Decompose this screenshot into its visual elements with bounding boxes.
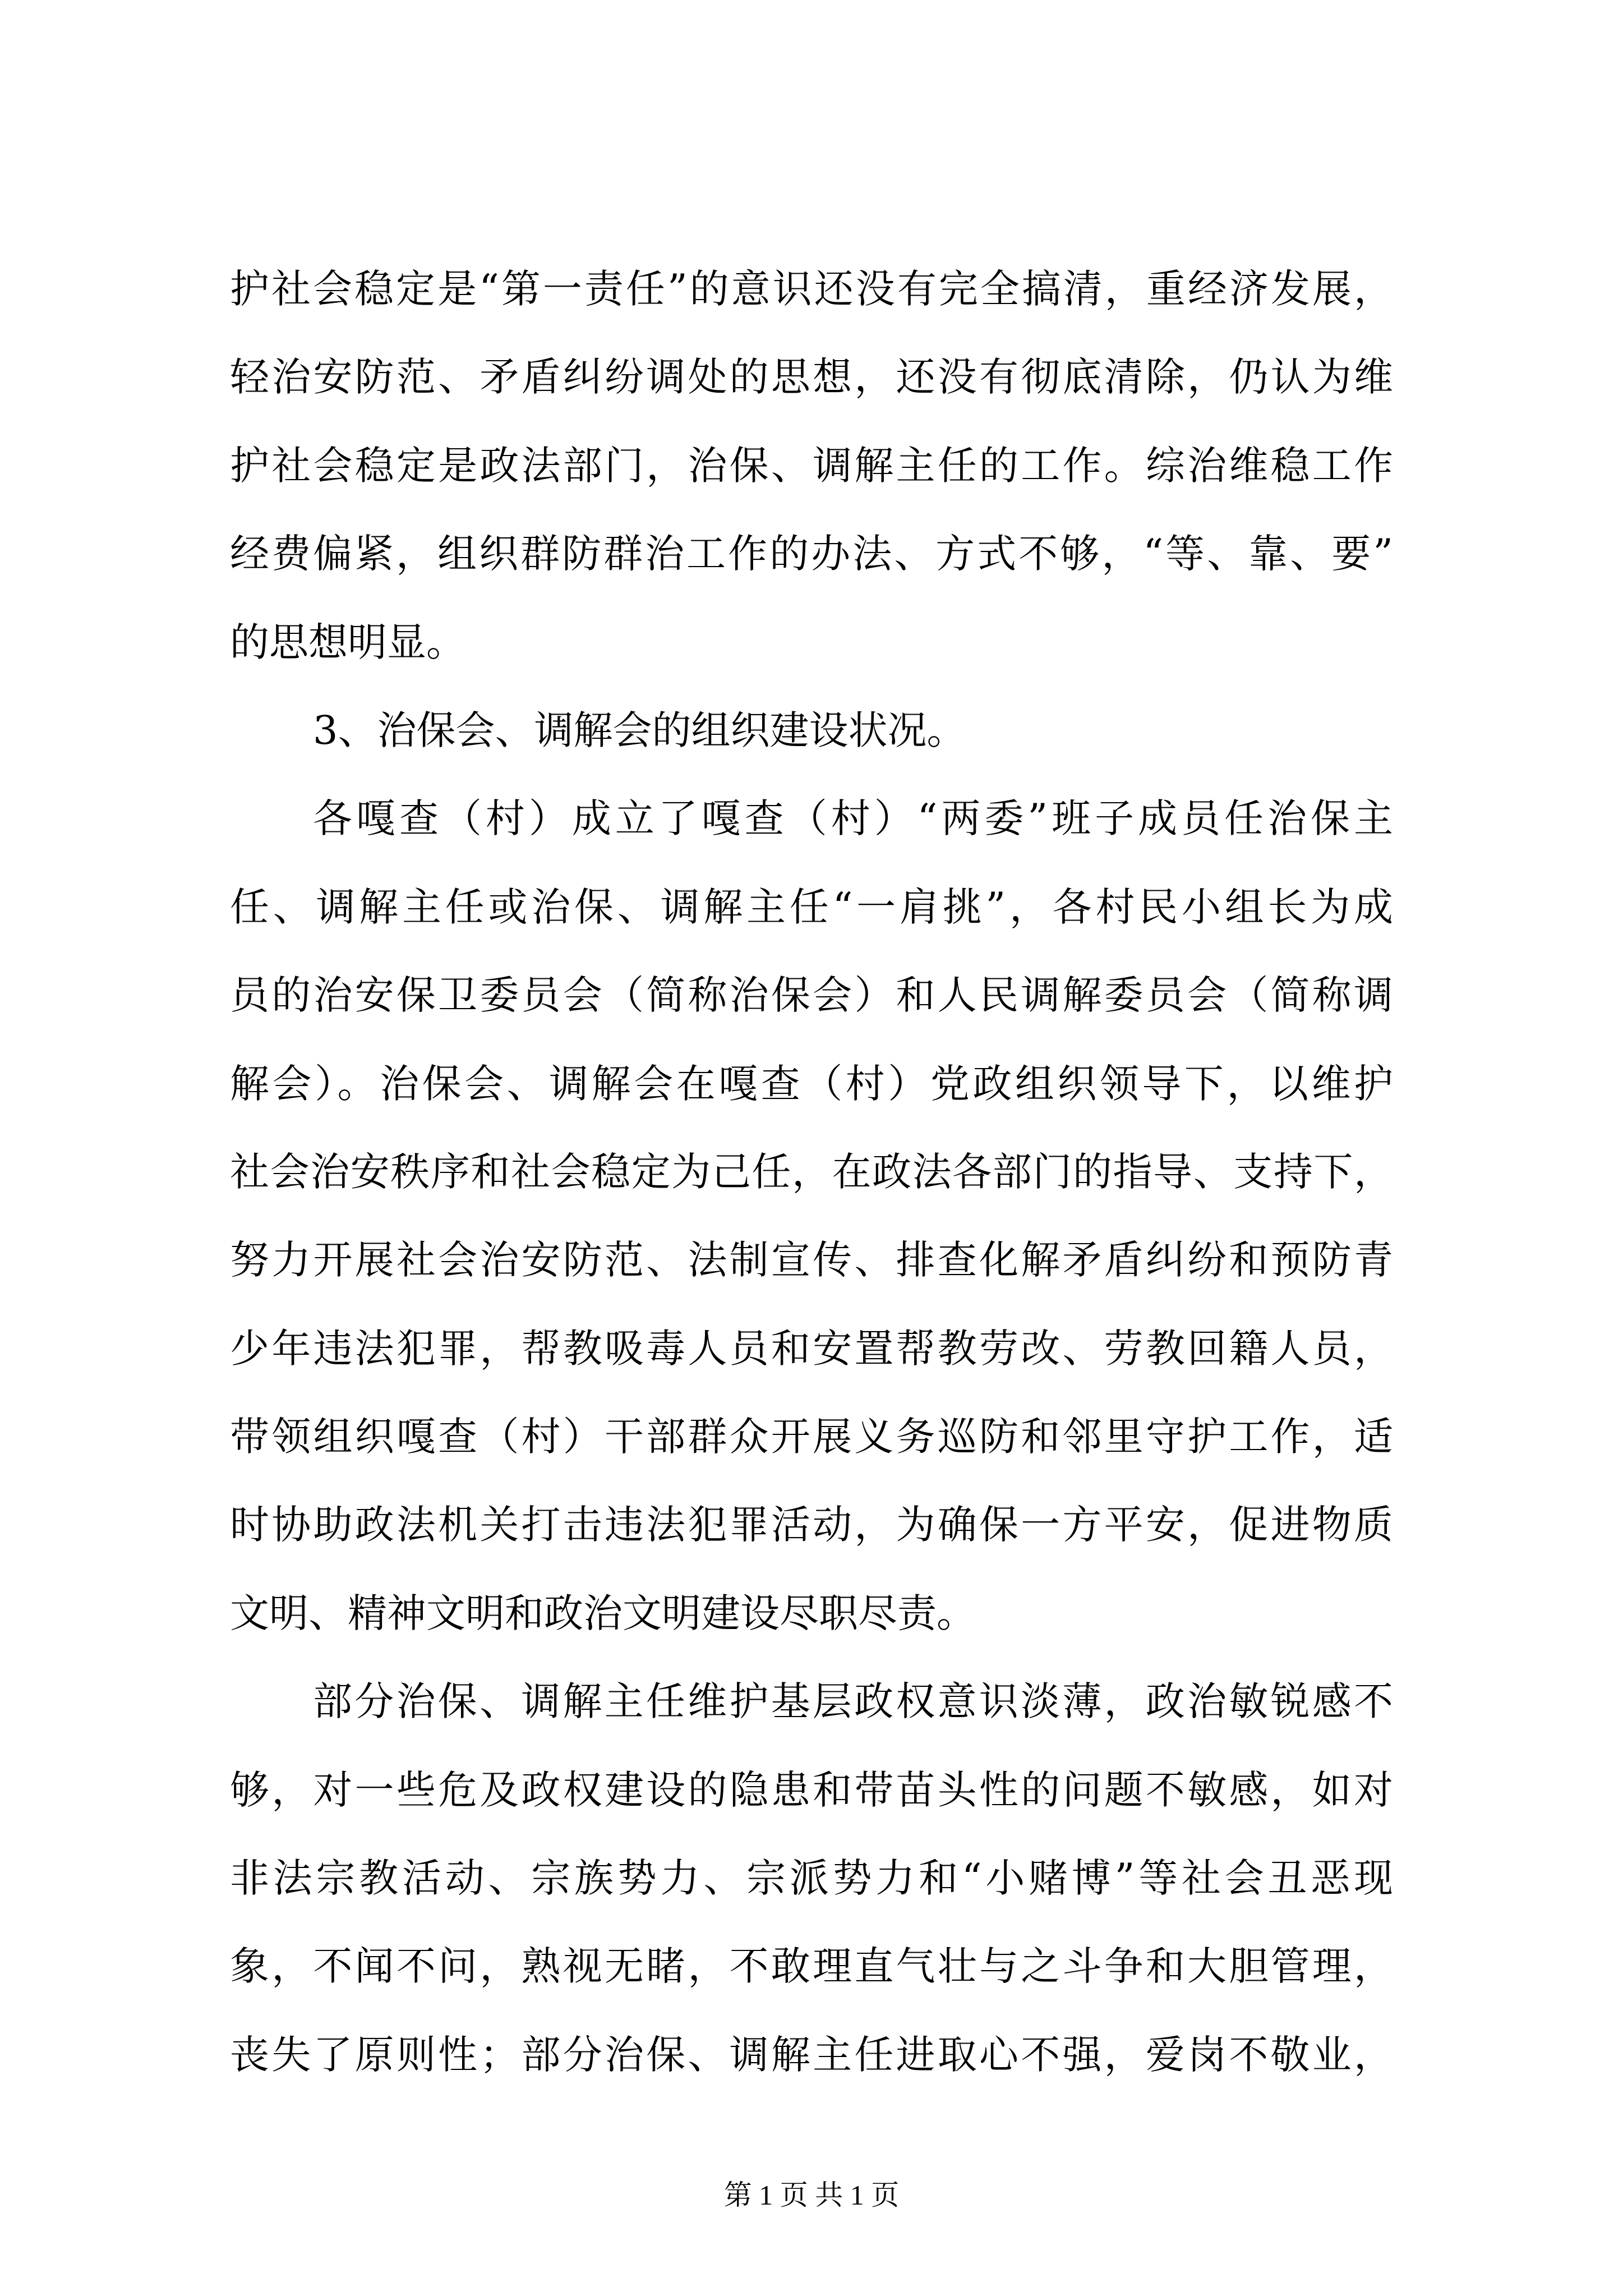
- document-body: [230, 245, 1393, 2099]
- paragraph-line: 够，对一些危及政权建设的隐患和带苗头性的问题不敏感，如对: [230, 1766, 1393, 1813]
- paragraph-line: 护社会稳定是政法部门，治保、调解主任的工作。综治维稳工作: [230, 442, 1393, 489]
- paragraph-line: 努力开展社会治安防范、法制宣传、排查化解矛盾纠纷和预防青: [230, 1237, 1393, 1283]
- paragraph-line: 的思想明显。: [230, 619, 465, 665]
- paragraph-line: 各嘎查（村）成立了嘎查（村）“两委”班子成员任治保主: [313, 795, 1393, 842]
- section-heading: [230, 687, 1393, 775]
- paragraph-line: 社会治安秩序和社会稳定为己任，在政法各部门的指导、支持下，: [230, 1148, 1393, 1195]
- paragraph-line: 带领组织嘎查（村）干部群众开展义务巡防和邻里守护工作，适: [230, 1414, 1393, 1460]
- paragraph-organization: [230, 775, 1393, 1658]
- paragraph-line: 任、调解主任或治保、调解主任“一肩挑”，各村民小组长为成: [230, 884, 1393, 930]
- paragraph-problems: [230, 1658, 1393, 2099]
- paragraph-line: 解会）。治保会、调解会在嘎查（村）党政组织领导下，以维护: [230, 1060, 1393, 1107]
- paragraph-line: 丧失了原则性；部分治保、调解主任进取心不强，爱岗不敬业，: [230, 2031, 1393, 2078]
- paragraph-continuation: [230, 245, 1393, 687]
- section-heading-line: 3、治保会、调解会的组织建设状况。: [313, 707, 966, 753]
- page-footer: 第 1 页 共 1 页: [723, 2179, 900, 2211]
- paragraph-line: 文明、精神文明和政治文明建设尽职尽责。: [230, 1590, 976, 1636]
- paragraph-line: 时协助政法机关打击违法犯罪活动，为确保一方平安，促进物质: [230, 1502, 1393, 1548]
- paragraph-line: 轻治安防范、矛盾纠纷调处的思想，还没有彻底清除，仍认为维: [230, 354, 1393, 401]
- paragraph-line: 非法宗教活动、宗族势力、宗派势力和“小赌博”等社会丑恶现: [230, 1855, 1393, 1902]
- paragraph-line: 护社会稳定是“第一责任”的意识还没有完全搞清，重经济发展，: [230, 266, 1393, 312]
- paragraph-line: 少年违法犯罪，帮教吸毒人员和安置帮教劳改、劳教回籍人员，: [230, 1325, 1393, 1372]
- paragraph-line: 经费偏紧，组织群防群治工作的办法、方式不够，“等、靠、要”: [230, 531, 1393, 577]
- paragraph-line: 象，不闻不问，熟视无睹，不敢理直气壮与之斗争和大胆管理，: [230, 1943, 1393, 1990]
- paragraph-line: 员的治安保卫委员会（简称治保会）和人民调解委员会（简称调: [230, 972, 1393, 1019]
- paragraph-line: 部分治保、调解主任维护基层政权意识淡薄，政治敏锐感不: [313, 1678, 1393, 1725]
